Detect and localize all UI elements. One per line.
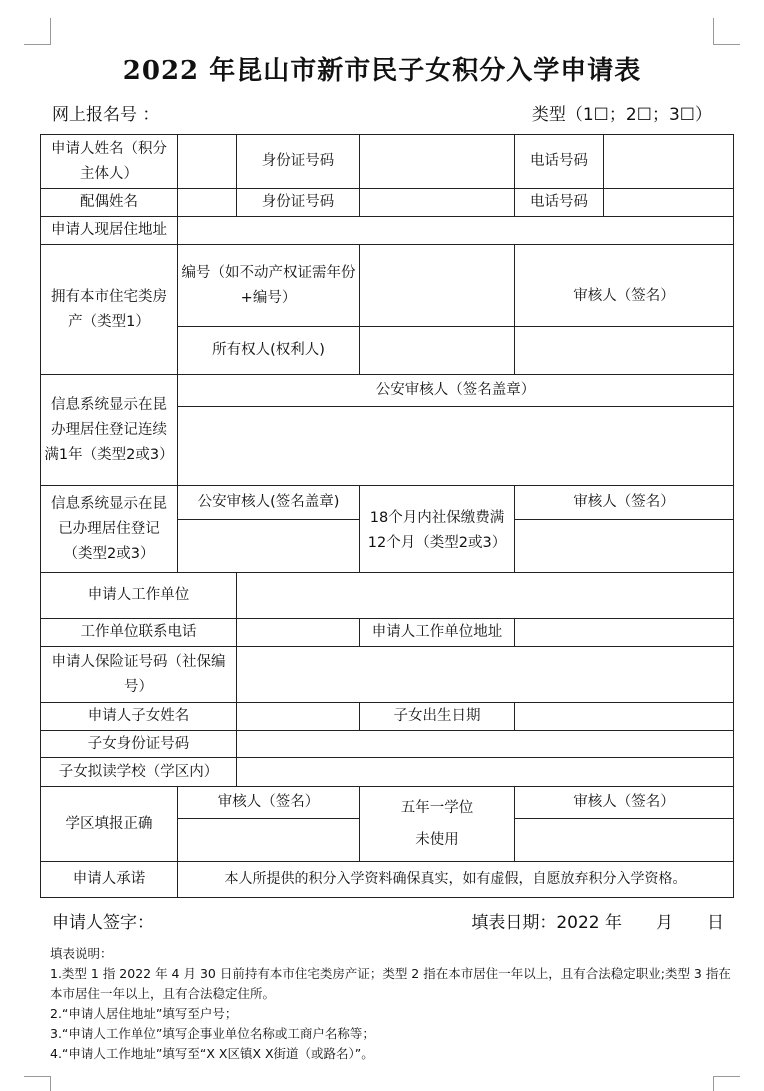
type-selector[interactable]: 类型（1☐；2☐；3☐） xyxy=(531,105,712,125)
spouse-name-field[interactable] xyxy=(178,189,237,217)
spouse-name-label: 配偶姓名 xyxy=(41,189,178,217)
five-year-reviewer-label: 审核人（签名） xyxy=(515,787,734,819)
cert-number-label: 编号（如不动产权证需年份+编号） xyxy=(178,245,360,327)
insurance-no-field[interactable] xyxy=(237,647,734,703)
school-label: 子女拟读学校（学区内） xyxy=(41,758,237,787)
spouse-id-label: 身份证号码 xyxy=(237,189,360,217)
residence-registered-label: 信息系统显示在昆已办理居住登记（类型2或3） xyxy=(41,486,178,573)
spouse-phone-field[interactable] xyxy=(604,189,734,217)
application-form-table xyxy=(40,134,734,898)
work-address-label: 申请人工作单位地址 xyxy=(360,619,515,647)
school-field[interactable] xyxy=(237,758,734,787)
online-reg-label: 网上报名号 ： xyxy=(52,105,160,125)
social-security-label: 18个月内社保缴费满12个月（类型2或3） xyxy=(360,486,515,573)
work-address-field[interactable] xyxy=(515,619,734,647)
header-line xyxy=(52,100,712,124)
work-phone-field[interactable] xyxy=(237,619,360,647)
child-birth-field[interactable] xyxy=(515,703,734,731)
unused-label: 未使用 xyxy=(415,832,459,848)
housing-reviewer-sign-field[interactable] xyxy=(515,327,734,375)
police-reviewer2-field[interactable] xyxy=(178,520,360,573)
work-unit-label: 申请人工作单位 xyxy=(41,573,237,619)
work-unit-field[interactable] xyxy=(237,573,734,619)
instruction-item: 1.类型 1 指 2022 年 4 月 30 日前持有本市住宅类房产证；类型 2 指在本市居住一年以上，且有合法稳定职业;类型 3 指在本市居住一年以上，且有合法稳定住所。 xyxy=(50,966,731,1001)
social-reviewer-field[interactable] xyxy=(515,520,734,573)
owner-field[interactable] xyxy=(360,327,515,375)
commitment-text: 本人所提供的积分入学资料确保真实，如有虚假，自愿放弃积分入学资格。 xyxy=(178,862,734,898)
five-year-cell xyxy=(360,787,515,862)
applicant-phone-label: 电话号码 xyxy=(515,135,604,189)
residence-one-year-label: 信息系统显示在昆办理居住登记连续满1年（类型2或3） xyxy=(41,375,178,486)
owner-label: 所有权人(权利人) xyxy=(178,327,360,375)
crop-mark-top-left xyxy=(24,18,51,45)
child-name-label: 申请人子女姓名 xyxy=(41,703,237,731)
instructions xyxy=(50,944,734,1064)
district-reviewer-field[interactable] xyxy=(178,819,360,862)
crop-mark-bottom-right xyxy=(713,1076,740,1091)
child-birth-label: 子女出生日期 xyxy=(360,703,515,731)
page-title: 2022 年昆山市新市民子女积分入学申请表 xyxy=(122,56,642,86)
applicant-id-label: 身份证号码 xyxy=(237,135,360,189)
five-year-label: 五年一学位 xyxy=(400,800,474,816)
crop-mark-top-right xyxy=(713,18,740,45)
police-reviewer2-label: 公安审核人(签名盖章) xyxy=(178,486,360,520)
current-address-label: 申请人现居住地址 xyxy=(41,217,178,245)
crop-mark-bottom-left xyxy=(24,1076,51,1091)
cert-number-field[interactable] xyxy=(360,245,515,327)
applicant-signature-label: 申请人签字： xyxy=(52,913,154,933)
commitment-label: 申请人承诺 xyxy=(41,862,178,898)
five-year-reviewer-field[interactable] xyxy=(515,819,734,862)
applicant-id-field[interactable] xyxy=(360,135,515,189)
district-reviewer-label: 审核人（签名） xyxy=(178,787,360,819)
police-reviewer-label: 公安审核人（签名盖章） xyxy=(178,375,734,407)
instruction-item: 4.“申请人工作地址”填写至“X X区镇X X街道（或路名）”。 xyxy=(50,1046,374,1061)
district-confirm-label: 学区填报正确 xyxy=(41,787,178,862)
housing-reviewer-label: 审核人（签名） xyxy=(515,245,734,327)
instruction-item: 2.“申请人居住地址”填写至户号； xyxy=(50,1006,238,1021)
applicant-phone-field[interactable] xyxy=(604,135,734,189)
spouse-id-field[interactable] xyxy=(360,189,515,217)
police-reviewer-field[interactable] xyxy=(178,407,734,486)
signature-line xyxy=(52,908,724,934)
instructions-heading: 填表说明： xyxy=(50,946,113,961)
social-reviewer-label: 审核人（签名） xyxy=(515,486,734,520)
spouse-phone-label: 电话号码 xyxy=(515,189,604,217)
child-id-field[interactable] xyxy=(237,731,734,758)
insurance-no-label: 申请人保险证号码（社保编号） xyxy=(41,647,237,703)
housing-section-label: 拥有本市住宅类房产（类型1） xyxy=(41,245,178,375)
instruction-item: 3.“申请人工作单位”填写企事业单位名称或工商户名称等； xyxy=(50,1026,375,1041)
applicant-name-field[interactable] xyxy=(178,135,237,189)
applicant-name-label: 申请人姓名（积分主体人） xyxy=(41,135,178,189)
current-address-field[interactable] xyxy=(178,217,734,245)
fill-date-label: 填表日期：2022 年 月 日 xyxy=(471,913,724,933)
child-name-field[interactable] xyxy=(237,703,360,731)
child-id-label: 子女身份证号码 xyxy=(41,731,237,758)
work-phone-label: 工作单位联系电话 xyxy=(41,619,237,647)
